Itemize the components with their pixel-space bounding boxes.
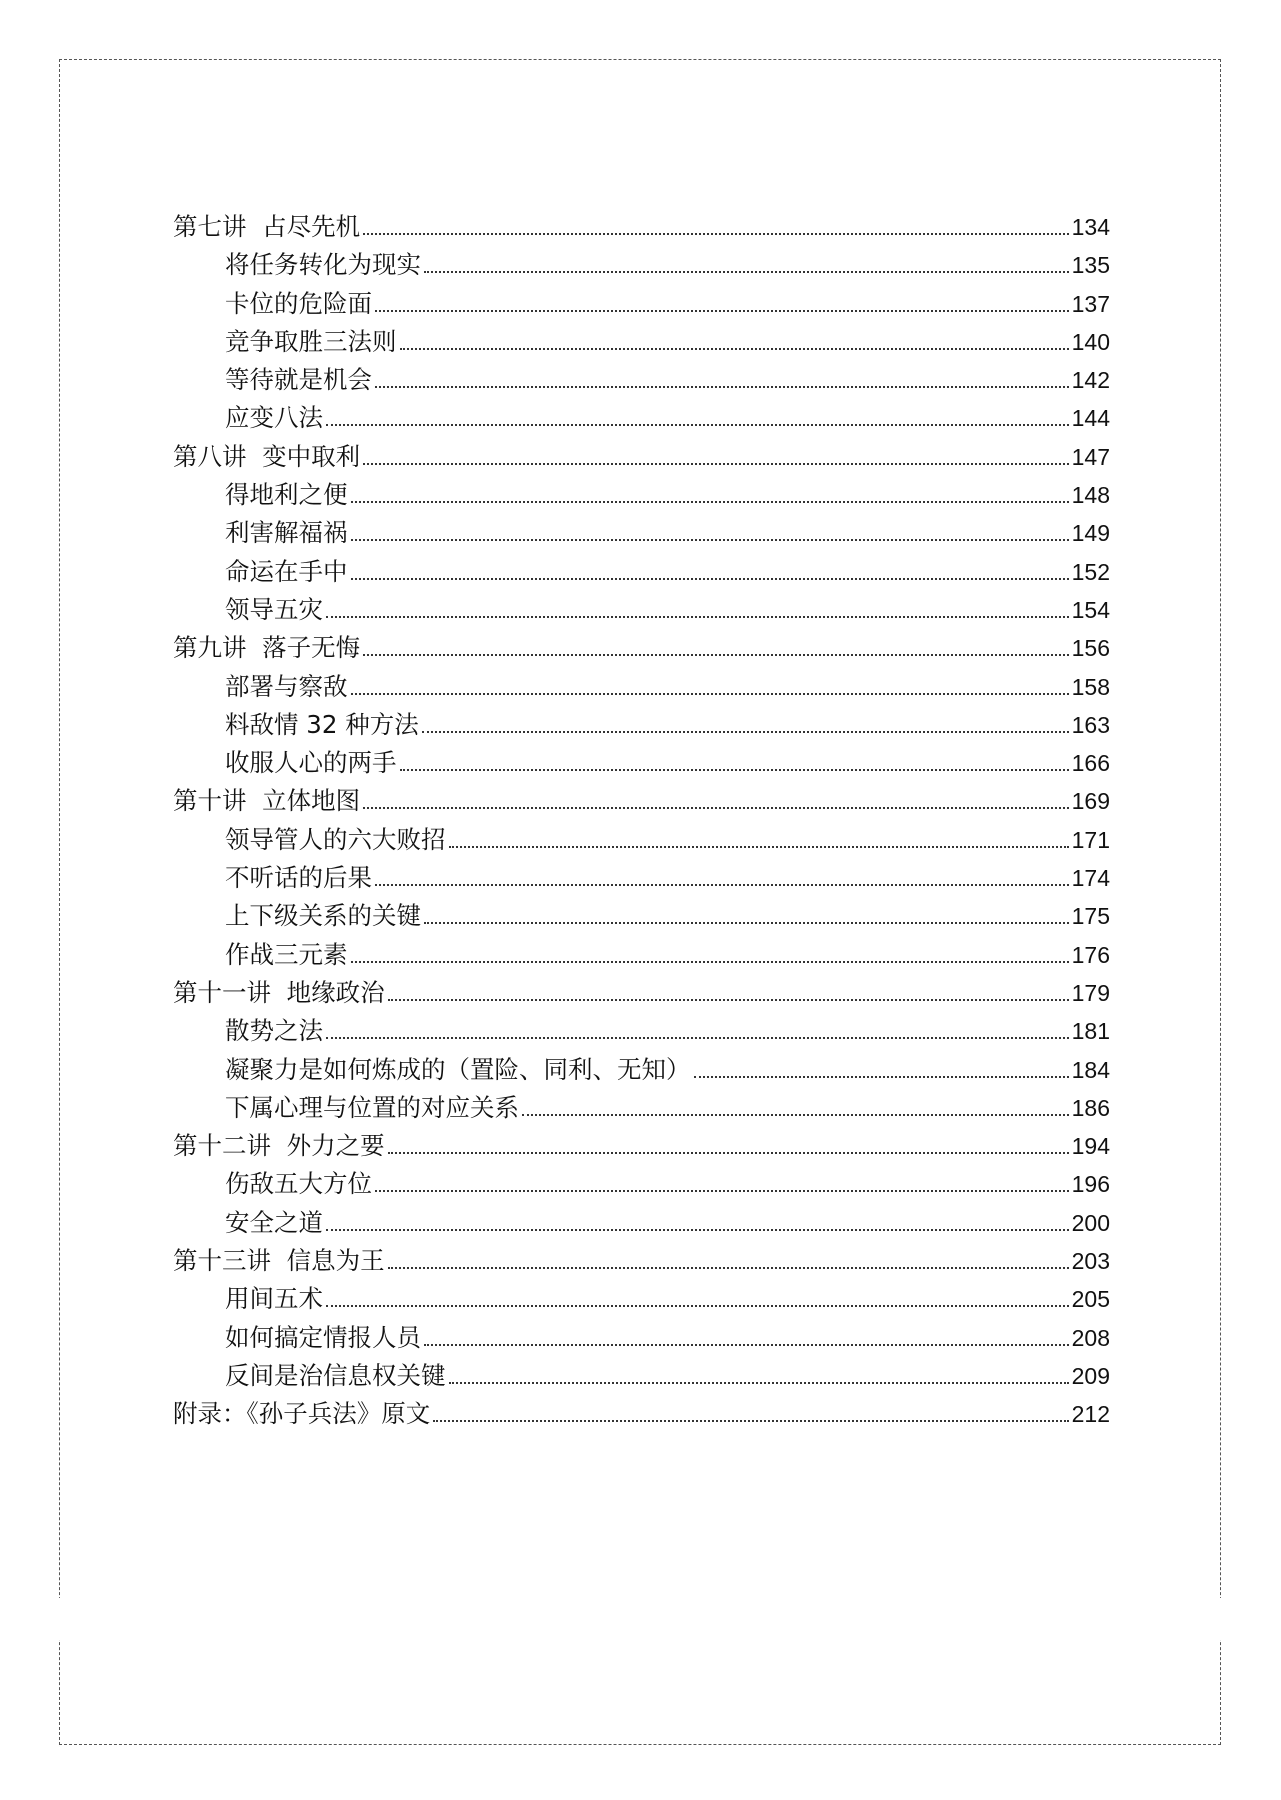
toc-section-entry[interactable] xyxy=(173,399,1110,437)
toc-dot-leader xyxy=(388,1266,1069,1269)
toc-section-entry[interactable] xyxy=(173,1051,1110,1089)
toc-entry-title: 领导管人的六大败招 xyxy=(225,824,446,854)
toc-entry-title: 如何搞定情报人员 xyxy=(225,1322,421,1352)
toc-dot-leader xyxy=(363,806,1069,809)
toc-entry-title: 命运在手中 xyxy=(225,556,348,586)
toc-entry-title: 不听话的后果 xyxy=(225,863,372,893)
toc-dot-leader xyxy=(351,960,1069,963)
toc-chapter-entry[interactable] xyxy=(173,629,1110,667)
toc-section-entry[interactable] xyxy=(173,1204,1110,1242)
toc-page-number: 154 xyxy=(1071,596,1110,623)
toc-page-number: 140 xyxy=(1071,328,1110,355)
toc-entry-title: 等待就是机会 xyxy=(225,365,372,395)
toc-page-number: 144 xyxy=(1071,405,1110,432)
toc-entry-title: 将任务转化为现实 xyxy=(225,250,421,280)
toc-chapter-entry[interactable] xyxy=(173,208,1110,246)
toc-entry-title: 安全之道 xyxy=(225,1207,323,1237)
toc-section-entry[interactable] xyxy=(173,553,1110,591)
toc-dot-leader xyxy=(694,1075,1069,1078)
toc-section-entry[interactable] xyxy=(173,1319,1110,1357)
toc-entry-title: 下属心理与位置的对应关系 xyxy=(225,1092,519,1122)
toc-dot-leader xyxy=(351,692,1069,695)
toc-dot-leader xyxy=(522,1113,1069,1116)
toc-page-number: 147 xyxy=(1071,443,1110,470)
toc-dot-leader xyxy=(326,615,1069,618)
toc-entry-title: 料敌情 32 种方法 xyxy=(225,709,419,739)
toc-page-number: 169 xyxy=(1071,788,1110,815)
toc-chapter-entry[interactable] xyxy=(173,974,1110,1012)
toc-entry-title: 上下级关系的关键 xyxy=(225,901,421,931)
toc-page-number: 152 xyxy=(1071,558,1110,585)
toc-dot-leader xyxy=(375,385,1069,388)
toc-dot-leader xyxy=(375,1189,1069,1192)
toc-entry-title: 作战三元素 xyxy=(225,939,348,969)
toc-dot-leader xyxy=(351,577,1069,580)
toc-section-entry[interactable] xyxy=(173,706,1110,744)
toc-entry-title: 领导五灾 xyxy=(225,594,323,624)
toc-page-number: 174 xyxy=(1071,865,1110,892)
toc-page-number: 134 xyxy=(1071,214,1110,240)
toc-section-entry[interactable] xyxy=(173,285,1110,323)
toc-entry-title: 第十三讲 信息为王 xyxy=(173,1246,385,1276)
toc-page-number: 196 xyxy=(1071,1171,1110,1198)
toc-section-entry[interactable] xyxy=(173,361,1110,399)
toc-dot-leader xyxy=(449,1381,1069,1384)
toc-dot-leader xyxy=(375,309,1069,312)
toc-section-entry[interactable] xyxy=(173,323,1110,361)
toc-entry-title: 利害解福祸 xyxy=(225,518,348,548)
toc-dot-leader xyxy=(424,270,1069,273)
toc-page-number: 163 xyxy=(1071,711,1110,738)
toc-section-entry[interactable] xyxy=(173,821,1110,859)
border-gap-right xyxy=(1217,1598,1225,1640)
toc-entry-title: 第九讲 落子无悔 xyxy=(173,633,361,663)
toc-page-number: 176 xyxy=(1071,941,1110,968)
toc-entry-title: 部署与察敌 xyxy=(225,671,348,701)
toc-dot-leader xyxy=(326,423,1069,426)
toc-chapter-entry[interactable] xyxy=(173,782,1110,820)
toc-entry-title: 第十一讲 地缘政治 xyxy=(173,977,385,1007)
toc-chapter-entry[interactable] xyxy=(173,1242,1110,1280)
toc-page-number: 179 xyxy=(1071,979,1110,1006)
toc-chapter-entry[interactable] xyxy=(173,1395,1110,1433)
toc-entry-title: 用间五术 xyxy=(225,1284,323,1314)
toc-section-entry[interactable] xyxy=(173,1165,1110,1203)
toc-entry-title: 卡位的危险面 xyxy=(225,288,372,318)
toc-entry-title: 第八讲 变中取利 xyxy=(173,441,361,471)
toc-dot-leader xyxy=(326,1304,1069,1307)
toc-dot-leader xyxy=(363,232,1069,235)
toc-dot-leader xyxy=(351,538,1069,541)
toc-page-number: 135 xyxy=(1071,252,1110,279)
toc-section-entry[interactable] xyxy=(173,1012,1110,1050)
toc-section-entry[interactable] xyxy=(173,514,1110,552)
toc-page-number: 156 xyxy=(1071,635,1110,662)
toc-dot-leader xyxy=(400,768,1069,771)
toc-chapter-entry[interactable] xyxy=(173,1127,1110,1165)
toc-page-number: 208 xyxy=(1071,1324,1110,1351)
toc-entry-title: 伤敌五大方位 xyxy=(225,1169,372,1199)
toc-page-number: 212 xyxy=(1071,1401,1110,1428)
toc-page-number: 158 xyxy=(1071,673,1110,700)
toc-entry-title: 凝聚力是如何炼成的（置险、同利、无知） xyxy=(225,1054,691,1084)
toc-page-number: 205 xyxy=(1071,1286,1110,1313)
toc-page-number: 186 xyxy=(1071,1094,1110,1121)
toc-dot-leader xyxy=(363,462,1069,465)
toc-page-number: 142 xyxy=(1071,367,1110,394)
toc-dot-leader xyxy=(433,1419,1068,1422)
toc-chapter-entry[interactable] xyxy=(173,438,1110,476)
toc-dot-leader xyxy=(351,500,1069,503)
toc-dot-leader xyxy=(363,653,1069,656)
toc-dot-leader xyxy=(388,998,1069,1001)
toc-dot-leader xyxy=(326,1036,1069,1039)
toc-entry-title: 第十二讲 外力之要 xyxy=(173,1131,385,1161)
toc-page-number: 149 xyxy=(1071,520,1110,547)
toc-page-number: 148 xyxy=(1071,482,1110,509)
toc-section-entry[interactable] xyxy=(173,668,1110,706)
toc-entry-title: 竞争取胜三法则 xyxy=(225,326,397,356)
toc-dot-leader xyxy=(375,883,1069,886)
toc-entry-title: 反间是治信息权关键 xyxy=(225,1360,446,1390)
toc-section-entry[interactable] xyxy=(173,859,1110,897)
toc-section-entry[interactable] xyxy=(173,744,1110,782)
toc-page-number: 200 xyxy=(1071,1209,1110,1236)
toc-dot-leader xyxy=(424,921,1069,924)
toc-entry-title: 收服人心的两手 xyxy=(225,748,397,778)
toc-page-number: 175 xyxy=(1071,903,1110,930)
toc-page-number: 203 xyxy=(1071,1248,1110,1275)
toc-page-number: 137 xyxy=(1071,290,1110,317)
toc-section-entry[interactable] xyxy=(173,246,1110,284)
toc-section-entry[interactable] xyxy=(173,1280,1110,1318)
toc-section-entry[interactable] xyxy=(173,1089,1110,1127)
toc-dot-leader xyxy=(326,1228,1069,1231)
toc-dot-leader xyxy=(424,1343,1069,1346)
table-of-contents xyxy=(173,208,1110,1434)
toc-page-number: 194 xyxy=(1071,1133,1110,1160)
toc-section-entry[interactable] xyxy=(173,897,1110,935)
toc-page-number: 171 xyxy=(1071,826,1110,853)
toc-entry-title: 散势之法 xyxy=(225,1016,323,1046)
toc-section-entry[interactable] xyxy=(173,1357,1110,1395)
toc-dot-leader xyxy=(400,347,1069,350)
toc-page-number: 184 xyxy=(1071,1056,1110,1083)
border-gap-left xyxy=(55,1598,63,1640)
toc-section-entry[interactable] xyxy=(173,591,1110,629)
toc-entry-title: 应变八法 xyxy=(225,403,323,433)
toc-section-entry[interactable] xyxy=(173,476,1110,514)
toc-section-entry[interactable] xyxy=(173,936,1110,974)
toc-dot-leader xyxy=(422,730,1069,733)
toc-page-number: 166 xyxy=(1071,750,1110,777)
toc-dot-leader xyxy=(388,1151,1069,1154)
toc-entry-title: 附录：《孙子兵法》原文 xyxy=(173,1399,431,1429)
toc-page-number: 181 xyxy=(1071,1018,1110,1045)
toc-dot-leader xyxy=(449,845,1069,848)
toc-entry-title: 第七讲 占尽先机 xyxy=(173,212,361,241)
toc-entry-title: 得地利之便 xyxy=(225,480,348,510)
toc-page-number: 209 xyxy=(1071,1362,1110,1389)
toc-entry-title: 第十讲 立体地图 xyxy=(173,786,361,816)
